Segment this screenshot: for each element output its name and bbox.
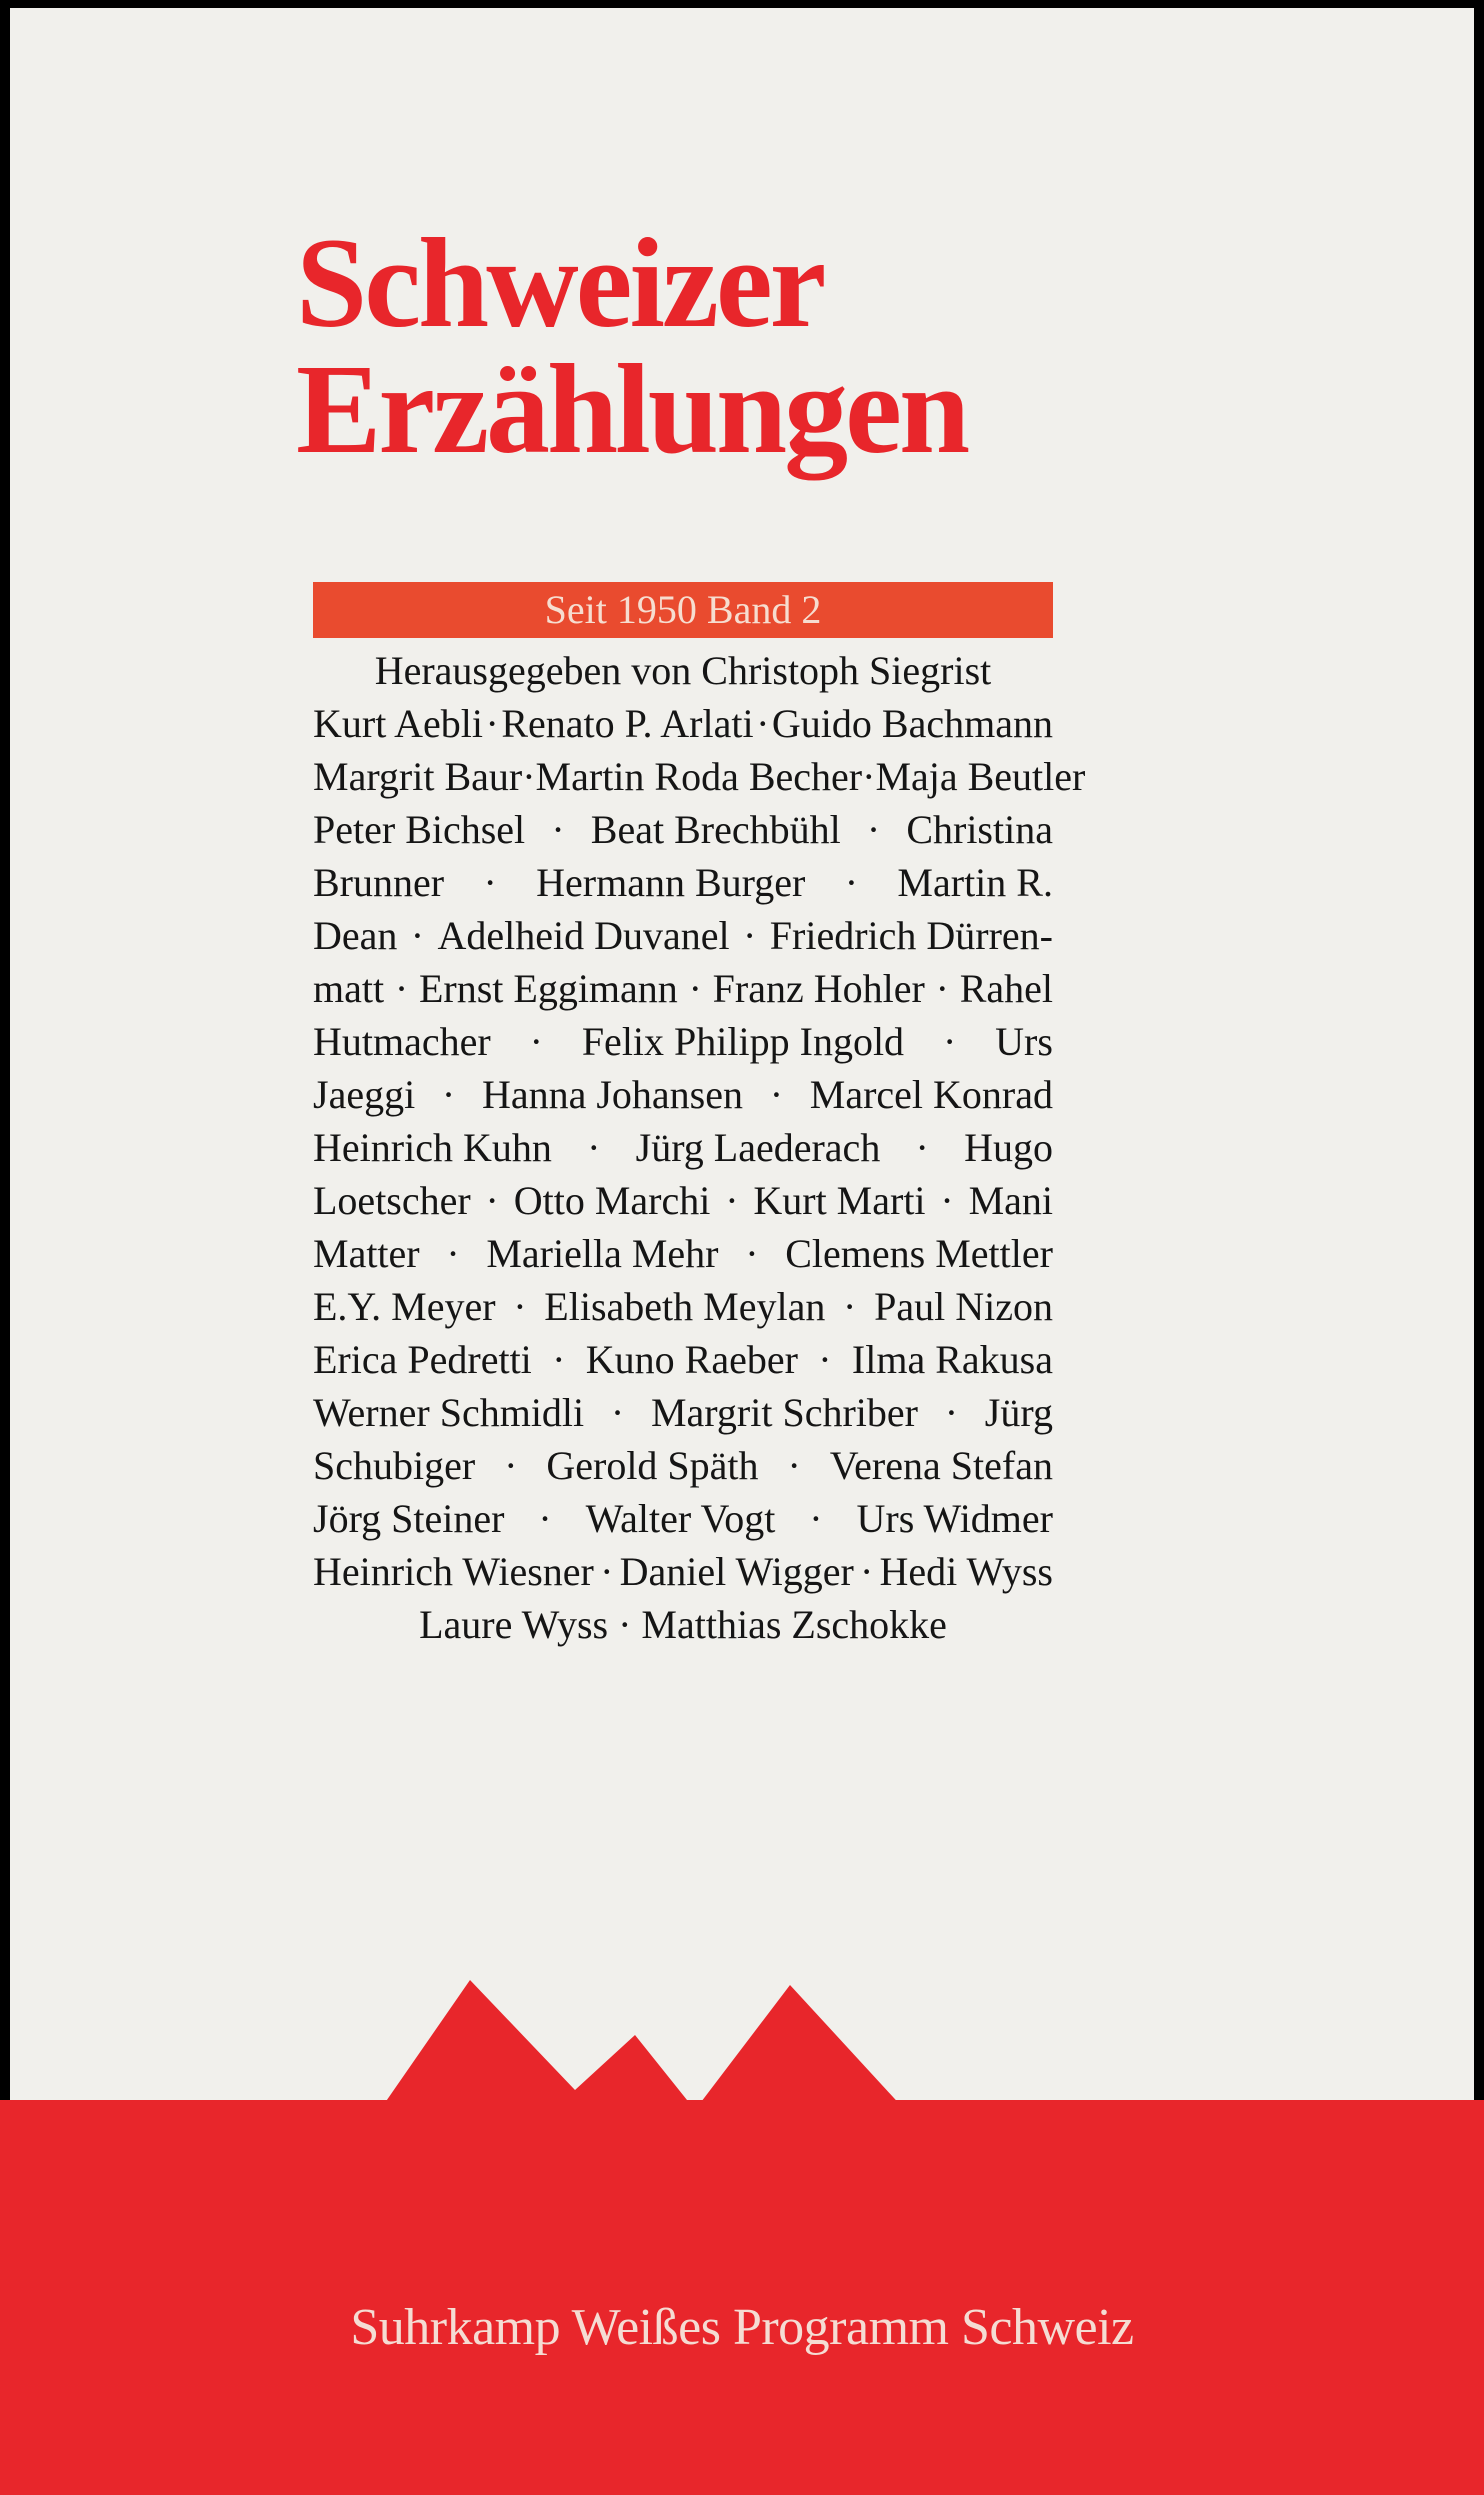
author-line — [313, 856, 1053, 909]
author-name: Urs Widmer — [856, 1496, 1053, 1541]
author-name: Hanna Johansen — [481, 1072, 743, 1117]
author-name: matt — [313, 966, 385, 1011]
author-name: Jörg Steiner — [313, 1496, 505, 1541]
author-name: Walter Vogt — [585, 1496, 776, 1541]
author-line — [313, 1015, 1053, 1068]
author-name: Franz Hohler — [712, 966, 925, 1011]
author-line — [313, 1333, 1053, 1386]
author-name: Heinrich Wiesner — [313, 1549, 594, 1594]
author-name: Schubiger — [313, 1443, 476, 1488]
author-name: Guido Bachmann — [771, 701, 1053, 746]
separator-dot: · — [745, 1231, 759, 1276]
separator-dot: · — [587, 1125, 601, 1170]
separator-dot: · — [809, 1496, 823, 1541]
editor-credit: Herausgegeben von Christoph Siegrist — [374, 648, 992, 693]
separator-dot: · — [538, 1496, 552, 1541]
author-name: Laure Wyss — [419, 1602, 609, 1647]
author-line — [313, 1174, 1053, 1227]
author-name: Margrit Schriber — [650, 1390, 918, 1435]
author-name: Hermann Burger — [536, 860, 806, 905]
author-name: Elisabeth Meylan — [544, 1284, 826, 1329]
separator-dot: · — [600, 1549, 614, 1594]
author-name: Martin R. — [897, 860, 1053, 905]
separator-dot: · — [552, 1337, 566, 1382]
author-name: Beat Brechbühl — [590, 807, 841, 852]
author-name: Gerold Späth — [546, 1443, 759, 1488]
author-name: Jaeggi — [313, 1072, 416, 1117]
author-line — [313, 962, 1053, 1015]
author-name: Ernst Eggimann — [418, 966, 678, 1011]
author-name: Matter — [313, 1231, 420, 1276]
author-line — [313, 1068, 1053, 1121]
author-line — [313, 697, 1053, 750]
author-name: Loetscher — [313, 1178, 471, 1223]
author-name: Otto Marchi — [513, 1178, 711, 1223]
publisher-imprint: Suhrkamp Weißes Programm Schweiz — [350, 2299, 1134, 2356]
author-line — [313, 1280, 1053, 1333]
separator-dot: · — [769, 1072, 784, 1117]
author-name: Erica Pedretti — [313, 1337, 532, 1382]
author-name: Kuno Raeber — [585, 1337, 798, 1382]
separator-dot: · — [522, 754, 536, 799]
separator-dot: · — [862, 754, 876, 799]
separator-dot: · — [915, 1125, 929, 1170]
author-name: Verena Stefan — [829, 1443, 1053, 1488]
author-name: Renato P. Arlati — [501, 701, 754, 746]
author-list — [313, 697, 1086, 1651]
book-title — [296, 212, 1096, 480]
author-name: Maja Beutler — [875, 754, 1086, 799]
title-line-1: Schweizer — [296, 212, 824, 354]
author-line — [313, 750, 1086, 803]
separator-dot: · — [944, 1390, 959, 1435]
author-line — [313, 1439, 1053, 1492]
author-line — [313, 1227, 1053, 1280]
author-name: Hutmacher — [313, 1019, 491, 1064]
separator-dot: · — [483, 860, 497, 905]
separator-dot: · — [935, 966, 949, 1011]
author-line — [313, 803, 1053, 856]
separator-dot: · — [844, 860, 859, 905]
volume-label: Seit 1950 Band 2 — [544, 587, 822, 632]
author-line — [313, 1386, 1053, 1439]
author-name: Rahel — [959, 966, 1053, 1011]
separator-dot: · — [441, 1072, 456, 1117]
author-name: Felix Philipp Ingold — [581, 1019, 905, 1064]
separator-dot: · — [743, 913, 757, 958]
author-line — [313, 1492, 1053, 1545]
separator-dot: · — [446, 1231, 460, 1276]
author-name: Hugo — [964, 1125, 1053, 1170]
author-name: Martin Roda Becher — [535, 754, 863, 799]
author-name: Urs — [995, 1019, 1053, 1064]
author-line — [313, 909, 1053, 962]
separator-dot: · — [725, 1178, 739, 1223]
separator-dot: · — [610, 1390, 625, 1435]
mountain-peaks-shape — [380, 1980, 905, 2110]
author-name: Brunner — [313, 860, 445, 905]
author-line — [313, 1598, 1053, 1651]
author-name: Friedrich Dürren- — [769, 913, 1053, 958]
separator-dot: · — [787, 1443, 801, 1488]
author-name: Clemens Mettler — [785, 1231, 1053, 1276]
author-name: Matthias Zschokke — [641, 1602, 947, 1647]
author-name: Heinrich Kuhn — [313, 1125, 552, 1170]
author-name: Hedi Wyss — [879, 1549, 1053, 1594]
separator-dot: · — [504, 1443, 518, 1488]
separator-dot: · — [843, 1284, 857, 1329]
separator-dot: · — [513, 1284, 527, 1329]
author-name: E.Y. Meyer — [313, 1284, 496, 1329]
separator-dot: · — [688, 966, 702, 1011]
separator-dot: · — [859, 1549, 874, 1594]
separator-dot: · — [866, 807, 881, 852]
separator-dot: · — [551, 807, 565, 852]
author-name: Ilma Rakusa — [851, 1337, 1053, 1382]
author-name: Peter Bichsel — [313, 807, 526, 852]
separator-dot: · — [618, 1602, 632, 1647]
author-name: Christina — [906, 807, 1053, 852]
author-name: Werner Schmidli — [313, 1390, 585, 1435]
author-line — [313, 1121, 1053, 1174]
separator-dot: · — [529, 1019, 543, 1064]
separator-dot: · — [485, 1178, 499, 1223]
separator-dot: · — [410, 913, 425, 958]
author-name: Marcel Konrad — [809, 1072, 1053, 1117]
separator-dot: · — [940, 1178, 954, 1223]
author-line — [313, 1545, 1053, 1598]
author-name: Mani — [968, 1178, 1053, 1223]
separator-dot: · — [485, 701, 499, 746]
separator-dot: · — [942, 1019, 957, 1064]
separator-dot: · — [756, 701, 770, 746]
author-name: Mariella Mehr — [486, 1231, 719, 1276]
author-name: Margrit Baur — [313, 754, 523, 799]
volume-band — [313, 582, 1053, 638]
title-line-2: Erzählungen — [296, 338, 968, 480]
separator-dot: · — [818, 1337, 832, 1382]
author-name: Jürg Laederach — [635, 1125, 881, 1170]
author-name: Kurt Marti — [753, 1178, 926, 1223]
author-name: Kurt Aebli — [313, 701, 483, 746]
author-name: Paul Nizon — [874, 1284, 1053, 1329]
mountain-peaks-graphic — [0, 1980, 1484, 2110]
author-name: Adelheid Duvanel — [437, 913, 730, 958]
scan-edge-top — [0, 0, 1484, 8]
separator-dot: · — [394, 966, 409, 1011]
author-name: Daniel Wigger — [619, 1549, 854, 1594]
author-name: Dean — [313, 913, 398, 958]
author-name: Jürg — [984, 1390, 1053, 1435]
